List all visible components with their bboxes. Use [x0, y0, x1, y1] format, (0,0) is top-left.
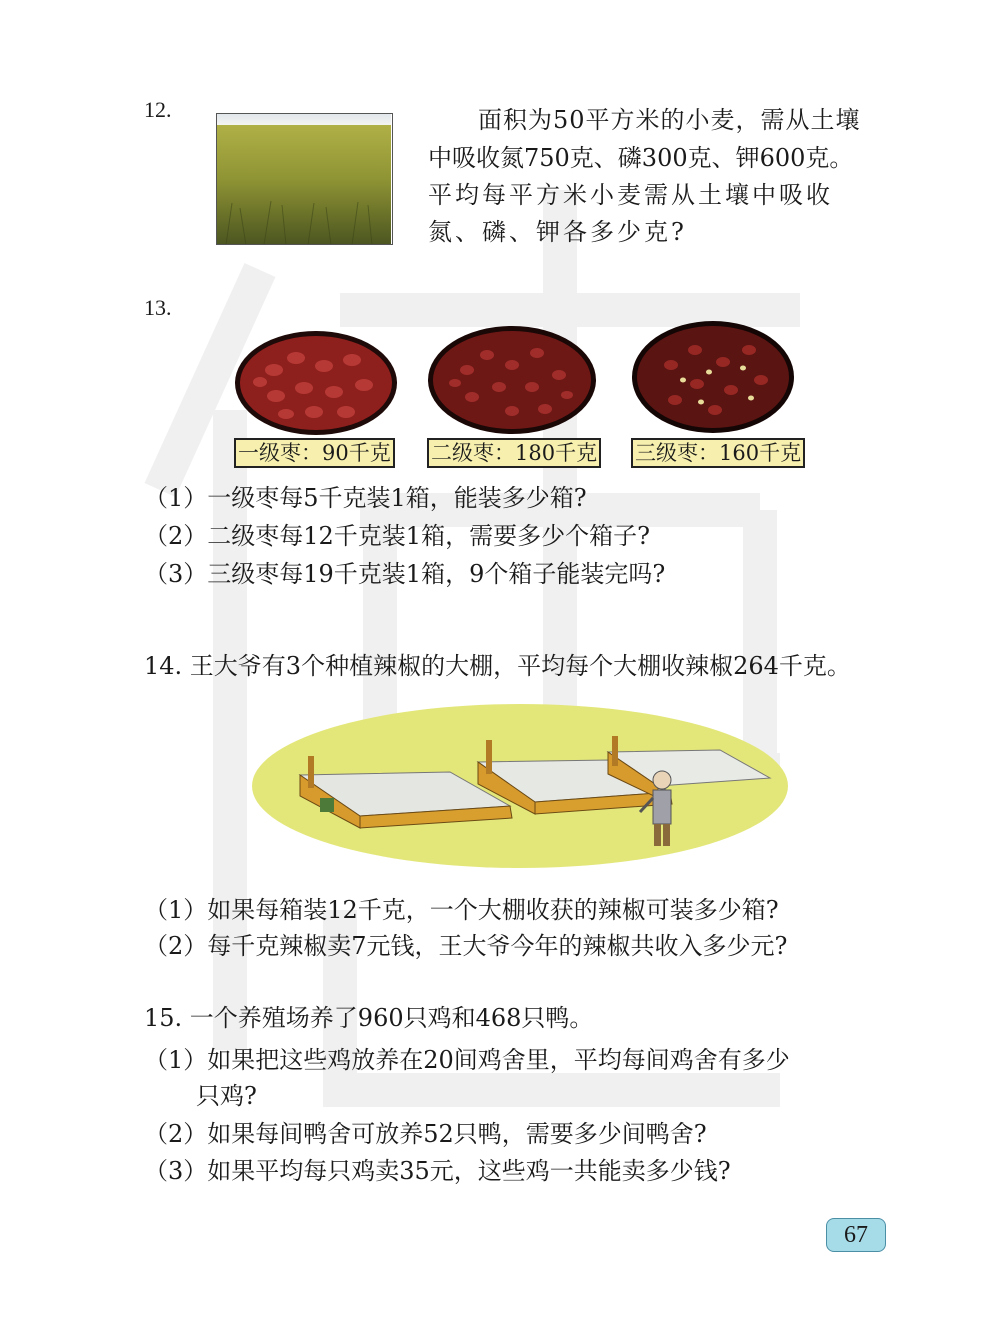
question-13-number: 13. [144, 295, 172, 320]
question-15-text: 15. 一个养殖场养了960只鸡和468只鸭。 [144, 1004, 594, 1032]
question-15-item-1: （1）如果把这些鸡放养在20间鸡舍里，平均每间鸡舍有多少 [144, 1046, 790, 1074]
question-15-item-2: （2）如果每间鸭舍可放养52只鸭，需要多少间鸭舍? [144, 1120, 707, 1148]
question-14-text: 14. 王大爷有3个种植辣椒的大棚，平均每个大棚收辣椒264千克。 [144, 652, 851, 680]
wheat-field-photo [216, 113, 401, 245]
question-13-item-1: （1）一级枣每5千克装1箱，能装多少箱? [144, 484, 587, 512]
greenhouses-illustration [250, 700, 790, 870]
question-14-item-2: （2）每千克辣椒卖7元钱，王大爷今年的辣椒共收入多少元? [144, 932, 788, 960]
jujube-grade-1-photo [234, 330, 398, 436]
page-number: 67 [826, 1218, 886, 1252]
background-watermark [140, 150, 860, 1130]
jujube-grade-3-photo [631, 320, 795, 434]
question-12-line-4: 氮、磷、钾各多少克? [428, 218, 687, 246]
question-12-line-1: 面积为50平方米的小麦，需从土壤 [478, 106, 861, 134]
question-12-number: 12. [144, 97, 172, 122]
question-15-item-1-continued: 只鸡? [196, 1082, 257, 1110]
question-12-line-2: 中吸收氮750克、磷300克、钾600克。 [428, 144, 854, 172]
jujube-grade-1-label: 一级枣：90千克 [234, 438, 395, 468]
jujube-grade-2-label: 二级枣：180千克 [427, 438, 601, 468]
question-14-item-1: （1）如果每箱装12千克，一个大棚收获的辣椒可装多少箱? [144, 896, 779, 924]
question-13-item-3: （3）三级枣每19千克装1箱，9个箱子能装完吗? [144, 560, 666, 588]
jujube-grade-3-label: 三级枣：160千克 [631, 438, 805, 468]
jujube-grade-2-photo [427, 325, 597, 435]
question-15-item-3: （3）如果平均每只鸡卖35元，这些鸡一共能卖多少钱? [144, 1157, 731, 1185]
question-13-item-2: （2）二级枣每12千克装1箱，需要多少个箱子? [144, 522, 650, 550]
question-12-line-3: 平均每平方米小麦需从土壤中吸收 [428, 181, 833, 209]
